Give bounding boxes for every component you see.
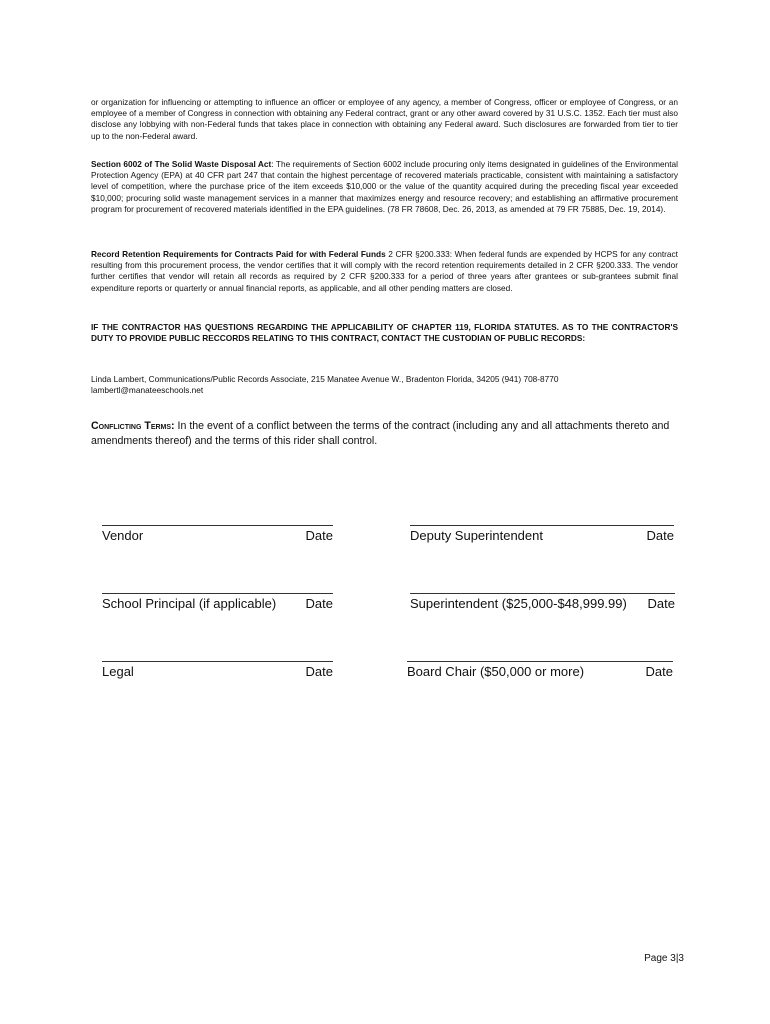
signature-label: Superintendent ($25,000-$48,999.99): [410, 596, 627, 611]
signature-label: Legal: [102, 664, 134, 679]
section-heading-solid-waste: Section 6002 of The Solid Waste Disposal Act: [91, 159, 272, 169]
paragraph-solid-waste: [91, 159, 678, 215]
signature-line[interactable]: [410, 593, 675, 594]
signature-label: Vendor: [102, 528, 144, 543]
paragraph-public-records-notice: IF THE CONTRACTOR HAS QUESTIONS REGARDING THE APPLICABILITY OF CHAPTER 119, FLORIDA STATUTES. AS TO THE CONTRACTOR'S DUTY TO PROVIDE PUBLIC RECCORDS RELATING TO THIS CONTRACT, CONTACT THE CUSTODIAN OF PUBLIC RECORDS:: [91, 322, 678, 344]
custodian-address: Linda Lambert, Communications/Public Records Associate, 215 Manatee Avenue W., Bradenton Florida, 34205 (941) 708-8770: [91, 374, 559, 384]
paragraph-conflicting-terms: [91, 419, 681, 448]
signature-line[interactable]: [407, 661, 673, 662]
date-label: Date: [305, 528, 333, 543]
paragraph-lobbying: or organization for influencing or attempting to influence an officer or employee of any agency, a member of Congress, officer or employee of Congress, or an employee of a member of Congress in connection with obtaining any Federal contract, grant or any other award covered by 31 U.S.C. 1352. Each tier must also disclose any lobbying with non-Federal funds that takes place in connection with obtaining any Federal award. Such disclosures are forwarded from tier to tier up to the non-Federal award.: [91, 97, 678, 141]
paragraph-record-retention: [91, 249, 678, 294]
signature-label: Board Chair ($50,000 or more): [407, 664, 585, 679]
date-label: Date: [647, 596, 675, 611]
section-body-record-retention: 2 CFR §200.333: When federal funds are expended by HCPS for any contract resulting from this procurement process, the vendor certifies that it will comply with the record retention requirements detailed in 2 CFR §200.333. The vendor further certifies that vendor will retain all records as required by 2 CFR §200.333 for a period of three years after grantees or sub-grantees submit final expenditure reports or quarterly or annual financial reports, as applicable, and all other pending matters are closed.: [91, 249, 678, 293]
section-heading-record-retention: Record Retention Requirements for Contracts Paid for with Federal Funds: [91, 249, 386, 259]
date-label: Date: [645, 664, 673, 679]
signature-line[interactable]: [410, 525, 674, 526]
section-body-solid-waste: : The requirements of Section 6002 include procuring only items designated in guidelines of the Environmental Protection Agency (EPA) at 40 CFR part 247 that contain the highest percentage of recovered materials practicable, consistent with maintaining a satisfactory level of competition, where the purchase price of the item exceeds $10,000 or the value of the quantity acquired during the preceding fiscal year exceeded $10,000; procuring solid waste management services in a manner that maximizes energy and resource recovery; and establishing an affirmative procurement program for procurement of recovered materials identified in the EPA guidelines. (78 FR 78608, Dec. 26, 2013, as amended at 79 FR 75885, Dec. 19, 2014).: [91, 159, 678, 214]
custodian-email: lambertl@manateeschools.net: [91, 385, 204, 396]
signature-label: Deputy Superintendent: [410, 528, 543, 543]
signature-line[interactable]: [102, 661, 333, 662]
date-label: Date: [305, 596, 333, 611]
signature-line[interactable]: [102, 593, 333, 594]
paragraph-custodian-contact: [91, 374, 678, 396]
signature-line[interactable]: [102, 525, 333, 526]
signature-label: School Principal (if applicable): [102, 596, 277, 611]
page-number: Page 3|3: [644, 953, 684, 964]
section-body-conflicting-terms: In the event of a conflict between the terms of the contract (including any and all attachments thereto and amendments thereof) and the terms of this rider shall control.: [91, 420, 670, 447]
date-label: Date: [305, 664, 333, 679]
date-label: Date: [646, 528, 674, 543]
section-heading-conflicting-terms: Conflicting Terms:: [91, 420, 175, 432]
